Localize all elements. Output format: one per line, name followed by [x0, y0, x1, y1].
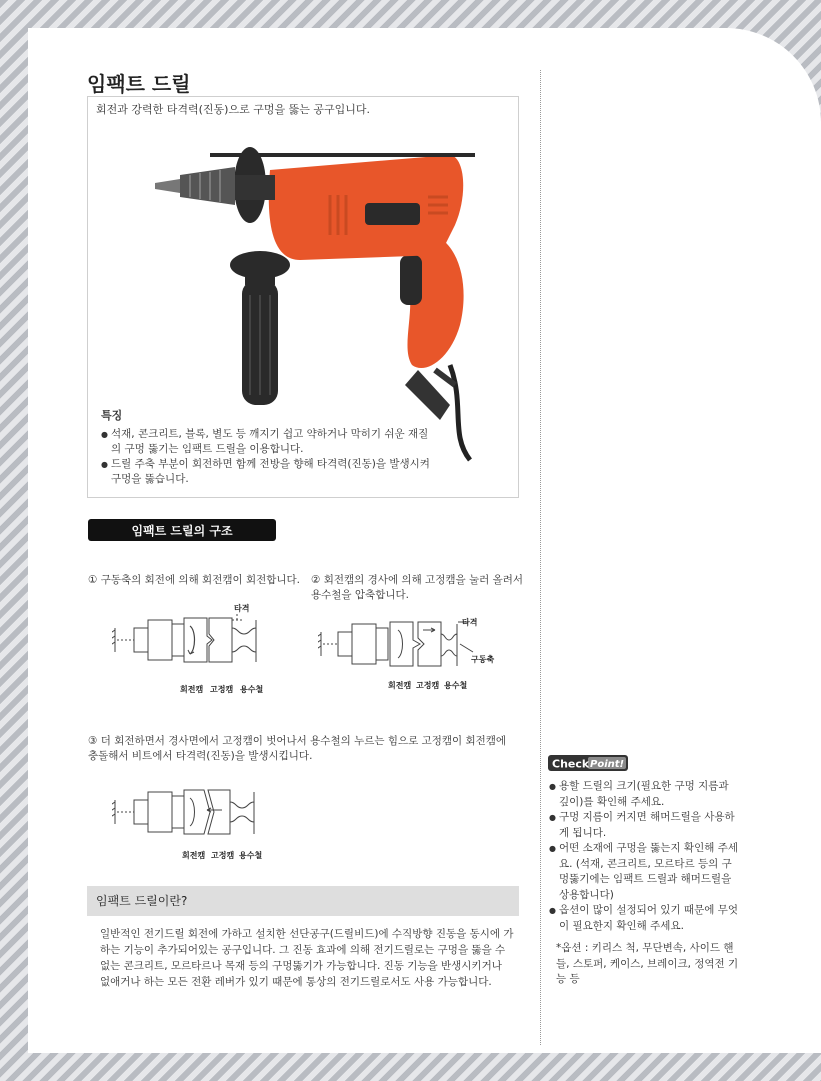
product-subtitle: 회전과 강력한 타격력(진동)으로 구멍을 뚫는 공구입니다. — [96, 103, 370, 116]
structure-heading: 임팩트 드릴의 구조 — [88, 519, 276, 541]
features-list — [101, 427, 431, 487]
label-rotating-cam: 회전캠 — [180, 685, 204, 694]
check-label: Check — [552, 757, 590, 771]
label-drive-shaft: 구동축 — [471, 655, 495, 664]
impact-drill-illustration — [150, 135, 490, 465]
label-impact: 타격 — [462, 618, 478, 627]
structure-step-2: ② 회전캠의 경사에 의해 고정캠을 눌러 올려서 용수철을 압축합니다. — [311, 574, 524, 601]
label-spring: 용수철 — [444, 681, 468, 690]
cam-diagram-3 — [112, 778, 292, 872]
list-item: ● 옵션이 많이 설정되어 있기 때문에 무엇이 필요한지 확인해 주세요. — [549, 903, 739, 934]
point-label: Point! — [590, 759, 625, 770]
column-divider — [540, 70, 541, 1045]
label-rotating-cam: 회전캠 — [388, 681, 412, 690]
label-fixed-cam: 고정캠 — [210, 685, 234, 694]
page-title: 임팩트 드릴 — [87, 72, 191, 96]
features-heading: 특징 — [101, 409, 123, 422]
cam-diagram-1 — [112, 600, 292, 704]
label-impact: 타격 — [234, 604, 250, 613]
label-spring: 용수철 — [240, 685, 264, 694]
about-heading: 임팩트 드릴이란? — [87, 886, 519, 916]
label-rotating-cam: 회전캠 — [182, 851, 206, 860]
label-fixed-cam: 고정캠 — [416, 681, 440, 690]
list-item: ● 드릴 주축 부분이 회전하면 함께 전방을 향해 타격력(진동)을 발생시켜 구멍을 뚫습니다. — [101, 457, 431, 487]
list-item: ● 용할 드릴의 크기(필요한 구멍 지름과 깊이)를 확인해 주세요. — [549, 779, 739, 810]
label-spring: 용수철 — [239, 851, 263, 860]
check-point-badge — [548, 754, 628, 776]
label-fixed-cam: 고정캠 — [211, 851, 235, 860]
structure-step-3: ③ 더 회전하면서 경사면에서 고정캠이 벗어나서 용수철의 누르는 힘으로 고정캠이 회전캠에 충돌해서 비트에서 타격력(진동)을 발생시킵니다. — [88, 735, 507, 762]
list-item: ● 석재, 콘크리트, 블록, 별도 등 깨지기 쉽고 약하거나 막히기 쉬운 재질의 구멍 뚫기는 임팩트 드릴을 이용합니다. — [101, 427, 431, 457]
checkpoint-list — [549, 779, 739, 934]
list-item: ● 구멍 지름이 커지면 해머드릴을 사용하게 됩니다. — [549, 810, 739, 841]
list-item: ● 어떤 소재에 구멍을 뚫는지 확인해 주세요. (석재, 콘크리트, 모르타르 등의 구멍뚫기에는 임팩트 드릴과 해머드릴을 상용합니다) — [549, 841, 739, 903]
checkpoint-note: *옵션 : 키리스 척, 무단변속, 사이드 핸들, 스토퍼, 케이스, 브레이크, 정역전 기능 등 — [556, 942, 739, 985]
structure-step-1: ① 구동축의 회전에 의해 회전캠이 회전합니다. — [88, 574, 301, 586]
about-body: 일반적인 전기드릴 회전에 가하고 설치한 선단공구(드릴비드)에 수직방향 진동을 동시에 가하는 기능이 추가되어있는 공구입니다. 그 진동 효과에 의해 전기드릴로는 구멍을 뚫을 수 없는 콘크리트, 모르타르나 목재 등의 구멍뚫기가 가능합니다. 진동 기능을 반생시키거나 없애거나 하는 모든 전환 레버가 있기 때문에 통상의 전기드릴로서도 사용 가능합니다. — [100, 928, 514, 988]
cam-diagram-2 — [318, 612, 508, 701]
